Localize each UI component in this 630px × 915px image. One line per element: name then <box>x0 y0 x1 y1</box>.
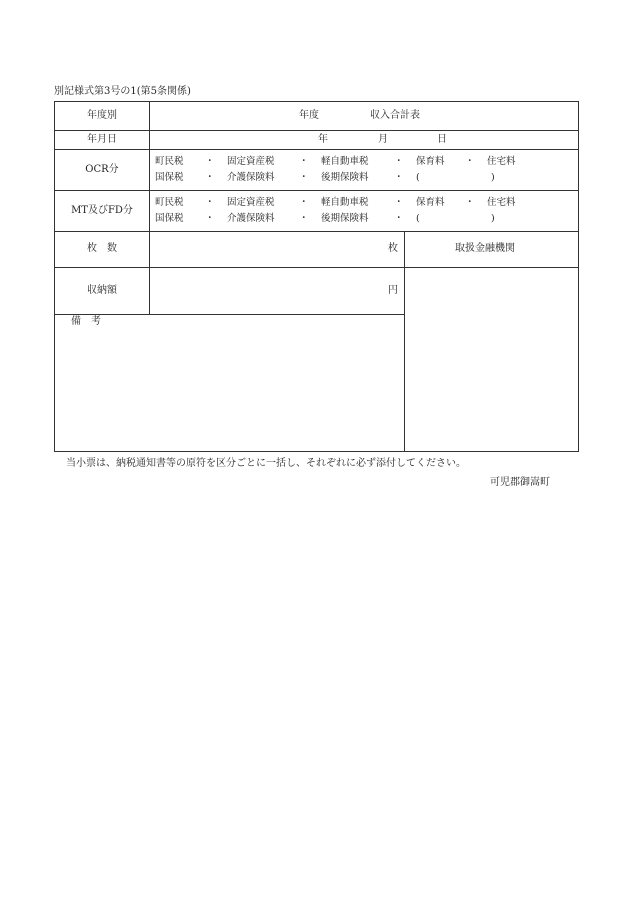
ocr-cat-property-tax: 固定資産税 <box>227 156 275 167</box>
row-divider <box>55 267 578 268</box>
mt-cat-childcare-fee: 保育料 <box>416 197 445 208</box>
ocr-cat-care-insurance: 介護保険料 <box>227 172 275 183</box>
ocr-cat-dot: ・ <box>465 156 475 167</box>
mt-cat-property-tax: 固定資産税 <box>227 197 275 208</box>
ocr-cat-town-tax: 町民税 <box>155 156 184 167</box>
mt-cat-care-insurance: 介護保険料 <box>227 213 275 224</box>
ocr-cat-dot: ・ <box>299 172 309 183</box>
date-month: 月 <box>378 134 388 145</box>
amount-unit: 円 <box>388 285 398 296</box>
mt-cat-dot: ・ <box>465 197 475 208</box>
row-divider <box>55 149 578 150</box>
row-divider <box>55 190 578 191</box>
mt-cat-close-paren: ) <box>491 213 495 224</box>
count-unit: 枚 <box>388 243 398 254</box>
column-divider <box>149 102 150 314</box>
mt-cat-nhi-tax: 国保税 <box>155 213 184 224</box>
ocr-cat-close-paren: ) <box>491 172 495 183</box>
date-year: 年 <box>318 134 328 145</box>
ocr-cat-dot: ・ <box>394 156 404 167</box>
issuer-name: 可児郡御嵩町 <box>490 477 550 488</box>
summary-form-table <box>54 101 579 452</box>
mt-cat-housing-fee: 住宅料 <box>487 197 516 208</box>
mt-cat-dot: ・ <box>394 213 404 224</box>
row-divider <box>55 231 578 232</box>
mt-cat-dot: ・ <box>205 197 215 208</box>
mt-fd-label: MT及びFD分 <box>71 205 133 216</box>
summary-title: 収入合計表 <box>370 110 420 121</box>
ocr-cat-childcare-fee: 保育料 <box>416 156 445 167</box>
ocr-cat-nhi-tax: 国保税 <box>155 172 184 183</box>
bank-label: 取扱金融機関 <box>455 243 515 254</box>
ocr-cat-dot: ・ <box>205 156 215 167</box>
column-divider <box>404 231 405 451</box>
count-label: 枚 数 <box>87 243 117 254</box>
ocr-cat-late-elderly-insurance: 後期保険料 <box>321 172 369 183</box>
ocr-cat-dot: ・ <box>299 156 309 167</box>
mt-cat-dot: ・ <box>299 213 309 224</box>
attachment-note: 当小票は、納税通知書等の原符を区分ごとに一括し、それぞれに必ず添付してください。 <box>66 458 466 469</box>
mt-cat-late-elderly-insurance: 後期保険料 <box>321 213 369 224</box>
mt-cat-dot: ・ <box>299 197 309 208</box>
mt-cat-town-tax: 町民税 <box>155 197 184 208</box>
date-label: 年月日 <box>87 134 117 145</box>
mt-cat-light-vehicle-tax: 軽自動車税 <box>321 197 369 208</box>
remarks-label: 備 考 <box>71 316 101 327</box>
year-label: 年度別 <box>87 110 117 121</box>
mt-cat-dot: ・ <box>205 213 215 224</box>
ocr-cat-housing-fee: 住宅料 <box>487 156 516 167</box>
date-day: 日 <box>437 134 447 145</box>
ocr-label: OCR分 <box>85 164 119 175</box>
row-divider <box>55 130 578 131</box>
mt-cat-open-paren: ( <box>416 213 420 224</box>
ocr-cat-light-vehicle-tax: 軽自動車税 <box>321 156 369 167</box>
form-heading: 別記様式第3号の1(第5条関係) <box>54 86 191 97</box>
ocr-cat-dot: ・ <box>394 172 404 183</box>
ocr-cat-open-paren: ( <box>416 172 420 183</box>
mt-cat-dot: ・ <box>394 197 404 208</box>
row-divider <box>55 314 404 315</box>
amount-label: 収納額 <box>87 285 117 296</box>
year-title: 年度 <box>299 110 319 121</box>
ocr-cat-dot: ・ <box>205 172 215 183</box>
